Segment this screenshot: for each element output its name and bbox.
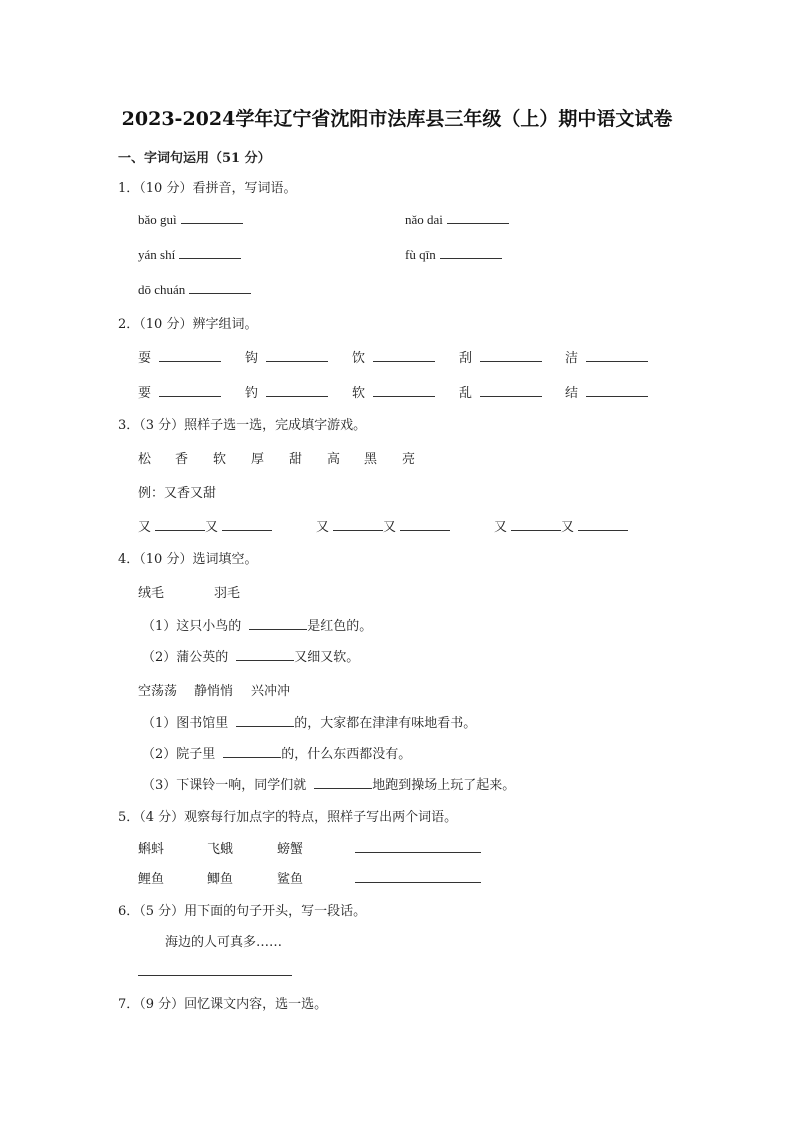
- answer-blank[interactable]: [189, 281, 251, 294]
- q1-item-4: [405, 246, 502, 263]
- answer-blank[interactable]: [480, 349, 542, 362]
- q2-item-7: [245, 382, 328, 401]
- answer-blank[interactable]: [511, 518, 561, 531]
- q4-sentence-4: [142, 743, 411, 762]
- q4-word-2: 羽毛: [214, 586, 241, 601]
- question-3-stem: 3．（3 分）照样子选一选，完成填字游戏。: [118, 418, 367, 433]
- answer-blank[interactable]: [223, 745, 281, 758]
- q1-item-1: [138, 211, 243, 228]
- sentence-text: （1）图书馆里: [142, 716, 229, 731]
- q4-sentence-1: [142, 615, 372, 634]
- char: 洁: [565, 351, 579, 366]
- q1-item-2: [405, 211, 509, 228]
- answer-blank[interactable]: [400, 518, 450, 531]
- answer-blank[interactable]: [179, 246, 241, 259]
- answer-blank[interactable]: [266, 384, 328, 397]
- page-title: 2023-2024学年辽宁省沈阳市法库县三年级（上）期中语文试卷: [121, 108, 673, 130]
- sentence-text: （2）蒲公英的: [142, 650, 229, 665]
- q3-char-3: 软: [213, 452, 227, 467]
- answer-blank[interactable]: [447, 211, 509, 224]
- q5-word-6: 鲨鱼: [277, 872, 304, 887]
- answer-blank[interactable]: [159, 384, 221, 397]
- char: 结: [565, 386, 579, 401]
- answer-blank[interactable]: [249, 617, 307, 630]
- q2-item-10: [565, 382, 648, 401]
- sentence-text: 地跑到操场上玩了起来。: [372, 778, 516, 793]
- char: 刮: [459, 351, 473, 366]
- answer-blank[interactable]: [586, 349, 648, 362]
- sentence-text: （3）下课铃一响，同学们就: [142, 778, 307, 793]
- pinyin-text: dō chuán: [138, 282, 186, 297]
- char: 要: [138, 386, 152, 401]
- q3-char-7: 黑: [364, 452, 378, 467]
- q3-char-6: 高: [327, 452, 341, 467]
- question-7-stem: 7．（9 分）回忆课文内容，选一选。: [118, 997, 328, 1012]
- answer-blank[interactable]: [480, 384, 542, 397]
- q4-sentence-5: [142, 774, 515, 793]
- answer-blank[interactable]: [236, 714, 294, 727]
- q5-word-1: 蝌蚪: [138, 842, 165, 857]
- q3-char-8: 亮: [402, 452, 416, 467]
- q2-item-9: [459, 382, 542, 401]
- pinyin-text: yán shí: [138, 247, 176, 262]
- char: 软: [352, 386, 366, 401]
- q4-word-5: 兴冲冲: [251, 684, 291, 699]
- q4-word-4: 静悄悄: [194, 684, 234, 699]
- answer-blank[interactable]: [440, 246, 502, 259]
- answer-line[interactable]: [355, 852, 481, 853]
- q3-char-5: 甜: [289, 452, 303, 467]
- q1-item-5: [138, 281, 251, 298]
- you-char: 又: [205, 520, 219, 535]
- q2-item-5: [565, 347, 648, 366]
- answer-line[interactable]: [138, 975, 292, 976]
- q5-word-3: 螃蟹: [277, 842, 304, 857]
- sentence-text: 的，什么东西都没有。: [281, 747, 412, 762]
- question-6-stem: 6．（5 分）用下面的句子开头，写一段话。: [118, 904, 367, 919]
- answer-blank[interactable]: [159, 349, 221, 362]
- you-char: 又: [316, 520, 330, 535]
- q2-item-2: [245, 347, 328, 366]
- q2-item-3: [352, 347, 435, 366]
- answer-blank[interactable]: [333, 518, 383, 531]
- q5-word-2: 飞蛾: [207, 842, 234, 857]
- q4-sentence-2: [142, 646, 359, 665]
- q4-word-1: 绒毛: [138, 586, 165, 601]
- char: 饮: [352, 351, 366, 366]
- char: 钓: [245, 386, 259, 401]
- answer-blank[interactable]: [373, 384, 435, 397]
- q3-char-4: 厚: [251, 452, 265, 467]
- pinyin-text: bǎo guì: [138, 212, 177, 227]
- answer-blank[interactable]: [266, 349, 328, 362]
- section-heading-1: 一、字词句运用（51 分）: [118, 151, 271, 166]
- answer-blank[interactable]: [222, 518, 272, 531]
- char: 钩: [245, 351, 259, 366]
- you-char: 又: [138, 520, 152, 535]
- q2-item-8: [352, 382, 435, 401]
- q5-word-5: 鲫鱼: [207, 872, 234, 887]
- answer-blank[interactable]: [181, 211, 243, 224]
- q4-sentence-3: [142, 712, 476, 731]
- question-1-stem: 1．（10 分）看拼音，写词语。: [118, 181, 297, 196]
- question-2-stem: 2．（10 分）辨字组词。: [118, 317, 258, 332]
- q6-opening: 海边的人可真多……: [165, 935, 283, 950]
- q4-word-3: 空荡荡: [138, 684, 178, 699]
- q2-item-1: [138, 347, 221, 366]
- answer-blank[interactable]: [314, 776, 372, 789]
- question-4-stem: 4．（10 分）选词填空。: [118, 552, 258, 567]
- q3-char-1: 松: [138, 452, 152, 467]
- char: 耍: [138, 351, 152, 366]
- q5-word-4: 鲤鱼: [138, 872, 165, 887]
- char: 乱: [459, 386, 473, 401]
- sentence-text: 是红色的。: [307, 619, 373, 634]
- answer-blank[interactable]: [373, 349, 435, 362]
- q3-fill-1: [138, 516, 272, 535]
- you-char: 又: [561, 520, 575, 535]
- question-5-stem: 5．（4 分）观察每行加点字的特点，照样子写出两个词语。: [118, 810, 458, 825]
- q2-item-4: [459, 347, 542, 366]
- q3-fill-2: [316, 516, 450, 535]
- sentence-text: （2）院子里: [142, 747, 216, 762]
- answer-line[interactable]: [355, 882, 481, 883]
- sentence-text: （1）这只小鸟的: [142, 619, 242, 634]
- q3-fill-3: [494, 516, 628, 535]
- q3-example: 例：又香又甜: [138, 486, 217, 501]
- answer-blank[interactable]: [578, 518, 628, 531]
- you-char: 又: [383, 520, 397, 535]
- you-char: 又: [494, 520, 508, 535]
- answer-blank[interactable]: [236, 648, 294, 661]
- sentence-text: 的，大家都在津津有味地看书。: [294, 716, 477, 731]
- q3-char-2: 香: [175, 452, 189, 467]
- pinyin-text: fù qīn: [405, 247, 436, 262]
- pinyin-text: nǎo dai: [405, 212, 443, 227]
- answer-blank[interactable]: [586, 384, 648, 397]
- q2-item-6: [138, 382, 221, 401]
- answer-blank[interactable]: [155, 518, 205, 531]
- sentence-text: 又细又软。: [294, 650, 360, 665]
- q1-item-3: [138, 246, 241, 263]
